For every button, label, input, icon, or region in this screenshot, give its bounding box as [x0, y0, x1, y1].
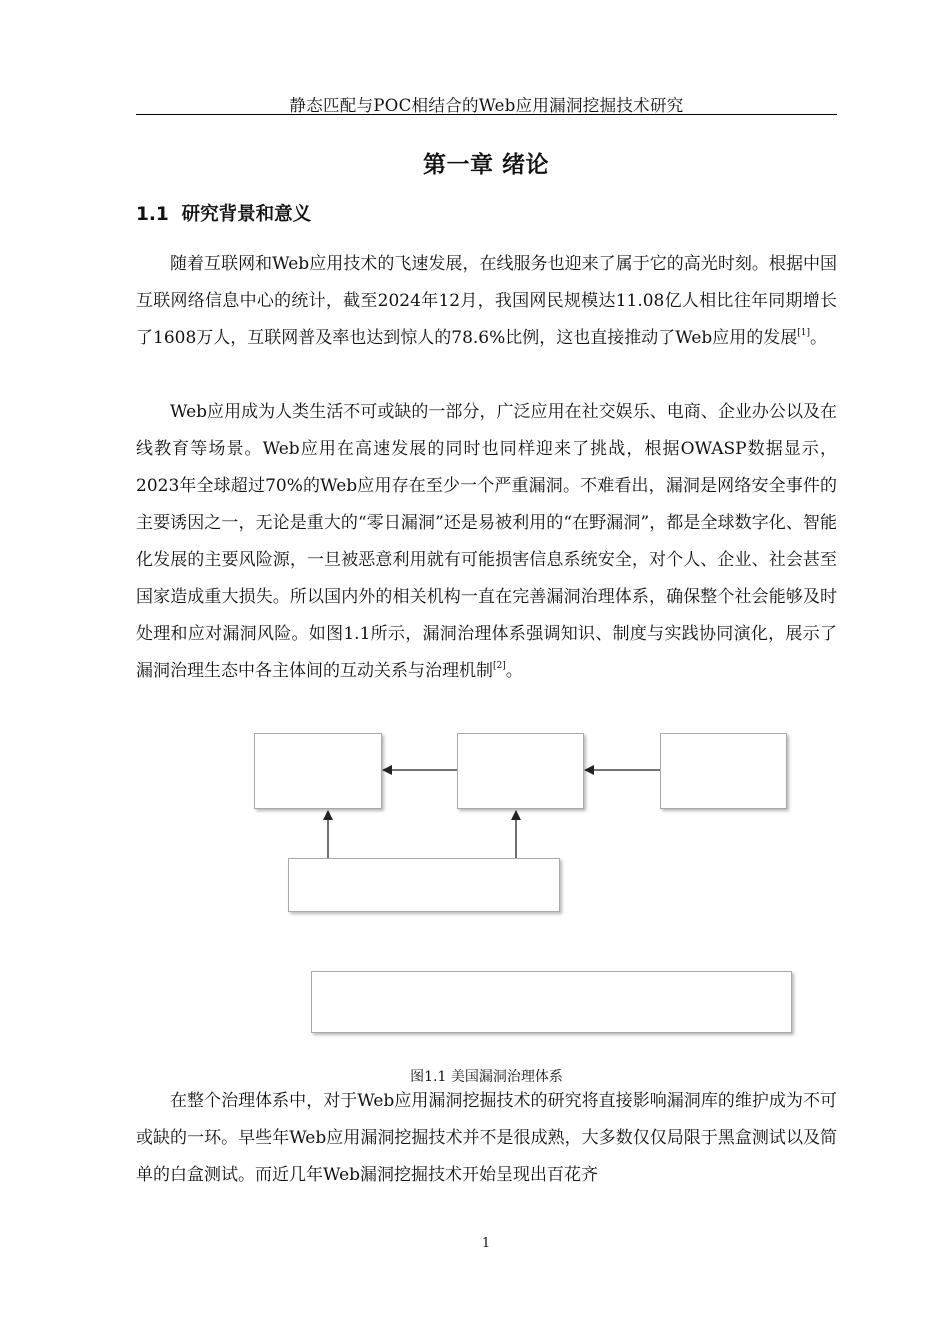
citation-1: [1]: [797, 328, 811, 338]
diagram-box-center: [457, 733, 584, 809]
diagram-box-left: [254, 733, 382, 809]
header-rule: [136, 114, 837, 115]
paragraph-2: [136, 394, 837, 690]
figure-caption: 图1.1 美国漏洞治理体系: [410, 1069, 563, 1085]
paragraph-2-end: 。: [505, 661, 523, 681]
paragraph-3: 在整个治理体系中，对于Web应用漏洞挖掘技术的研究将直接影响漏洞库的维护成为不可或缺的一环。早些年Web应用漏洞挖掘技术并不是很成熟，大多数仅仅局限于黑盒测试以及简单的白盒测试。而近几年Web漏洞挖掘技术开始呈现出百花齐: [136, 1091, 837, 1185]
citation-2: [2]: [493, 661, 506, 671]
paragraph-2-text: Web应用成为人类生活不可或缺的一部分，广泛应用在社交娱乐、电商、企业办公以及在线教育等场景。Web应用在高速发展的同时也同样迎来了挑战，根据OWASP数据显示，2023年全球超过70%的Web应用存在至少一个严重漏洞。不难看出，漏洞是网络安全事件的主要诱因之一，无论是重大的“零日漏洞”还是易被利用的“在野漏洞”，都是全球数字化、智能化发展的主要风险源，一旦被恶意利用就有可能损害信息系统安全，对个人、企业、社会甚至国家造成重大损失。所以国内外的相关机构一直在完善漏洞治理体系，确保整个社会能够及时处理和应对漏洞风险。如图1.1所示，漏洞治理体系强调知识、制度与实践协同演化，展示了漏洞治理生态中各主体间的互动关系与治理机制: [136, 402, 837, 681]
paragraph-1-end: 。: [810, 328, 828, 348]
paragraph-1-text: 随着互联网和Web应用技术的飞速发展，在线服务也迎来了属于它的高光时刻。根据中国互联网络信息中心的统计，截至2024年12月，我国网民规模达11.08亿人相比往年同期增长了1608万人，互联网普及率也达到惊人的78.6%比例，这也直接推动了Web应用的发展: [136, 254, 837, 348]
section-title: 研究背景和意义: [181, 204, 312, 225]
page-number: 1: [481, 1236, 491, 1251]
diagram-box-bottom: [288, 858, 560, 912]
section-number: 1.1: [136, 204, 169, 225]
chapter-title: 第一章 绪论: [422, 152, 549, 178]
diagram-box-lower: [311, 971, 792, 1033]
section-heading: [136, 200, 311, 226]
diagram-box-right: [660, 733, 787, 809]
running-header: 静态匹配与POC相结合的Web应用漏洞挖掘技术研究: [289, 96, 684, 115]
paragraph-1: [136, 246, 837, 357]
